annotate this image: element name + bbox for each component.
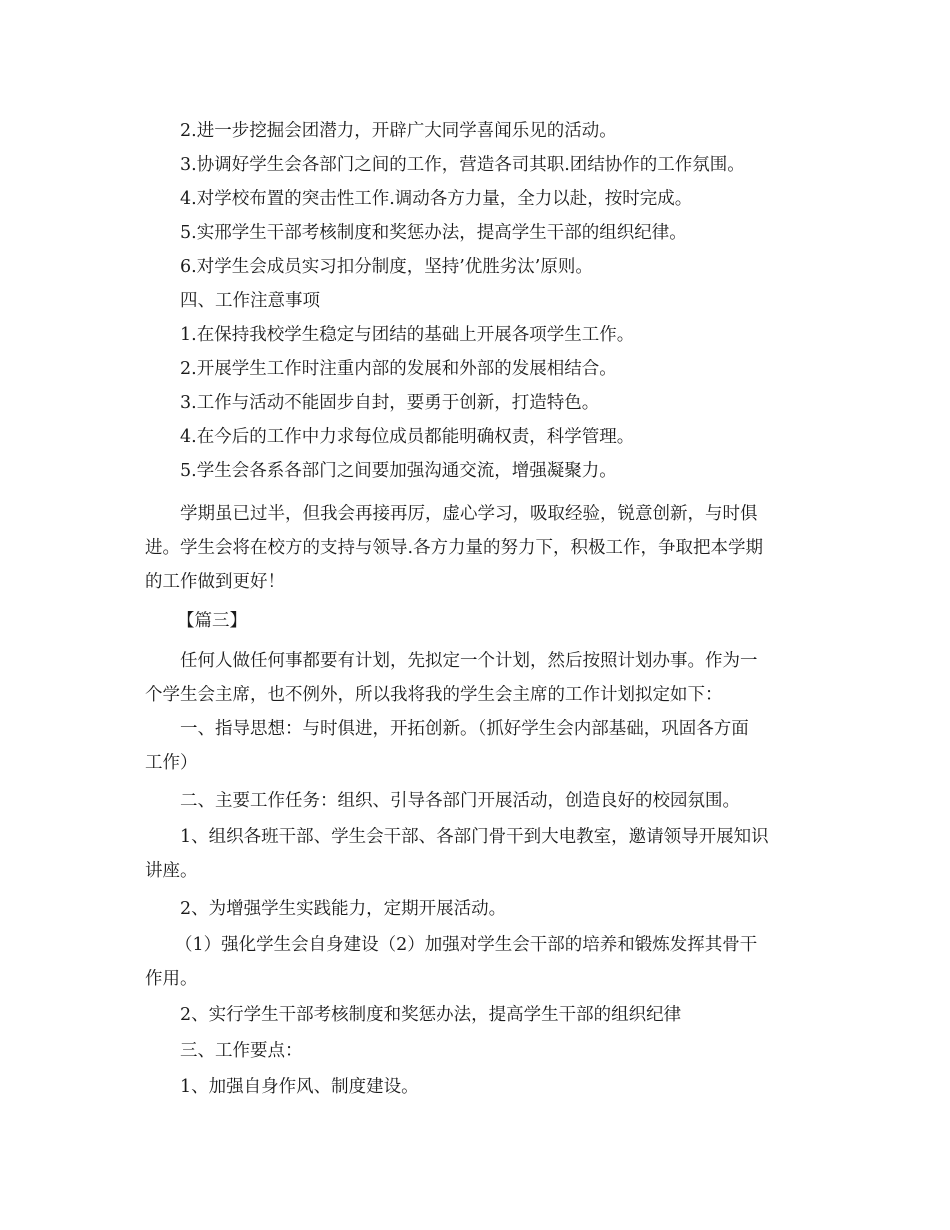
text-line: 2.进一步挖掘会团潜力，开辟广大同学喜闻乐见的活动。 [180, 121, 617, 141]
text-line: 6.对学生会成员实习扣分制度，坚持’优胜劣汰’原则。 [180, 257, 593, 277]
text-line: 个学生会主席，也不例外，所以我将我的学生会主席的工作计划拟定如下： [145, 685, 723, 705]
paragraph [145, 386, 815, 420]
text-line: 的工作做到更好！ [145, 572, 285, 592]
text-line: 【篇三】 [177, 611, 247, 631]
text-line: 2、实行学生干部考核制度和奖惩办法，提高学生干部的组织纪律 [180, 1005, 682, 1025]
text-line: 1.在保持我校学生稳定与团结的基础上开展各项学生工作。 [180, 325, 635, 345]
text-line: 4.对学校布置的突击性工作.调动各方力量，全力以赴，按时完成。 [180, 189, 693, 209]
paragraph [145, 712, 815, 780]
paragraph [145, 420, 815, 454]
text-line: 2.开展学生工作时注重内部的发展和外部的发展相结合。 [180, 359, 617, 379]
paragraph [145, 928, 815, 996]
text-line: 工作） [145, 753, 198, 773]
paragraph [145, 998, 815, 1032]
paragraph [145, 318, 815, 352]
text-line: 作用。 [145, 969, 198, 989]
paragraph [145, 216, 815, 250]
section-heading [145, 284, 815, 318]
text-line: 进。学生会将在校方的支持与领导.各方力量的努力下，积极工作，争取把本学期 [145, 538, 764, 558]
paragraph [145, 182, 815, 216]
paragraph [145, 784, 815, 818]
text-line: 二、主要工作任务：组织、引导各部门开展活动，创造良好的校园氛围。 [180, 791, 740, 811]
text-line: 3.工作与活动不能固步自封，要勇于创新，打造特色。 [180, 393, 600, 413]
text-line: 四、工作注意事项 [180, 291, 320, 311]
text-line: 4.在今后的工作中力求每位成员都能明确权责，科学管理。 [180, 427, 635, 447]
section-heading [145, 604, 815, 638]
paragraph [145, 644, 815, 712]
paragraph [145, 820, 815, 888]
text-line: 5.学生会各系各部门之间要加强沟通交流，增强凝聚力。 [180, 461, 617, 481]
paragraph [145, 352, 815, 386]
text-line: 三、工作要点： [180, 1041, 303, 1061]
paragraph [145, 892, 815, 926]
text-line: 学期虽已过半，但我会再接再厉，虚心学习，吸取经验，锐意创新，与时俱 [180, 504, 758, 524]
paragraph [145, 148, 815, 182]
text-line: 一、指导思想：与时俱进，开拓创新。（抓好学生会内部基础，巩固各方面 [180, 719, 749, 739]
text-line: 讲座。 [145, 861, 198, 881]
text-line: 5.实邢学生干部考核制度和奖惩办法，提高学生干部的组织纪律。 [180, 223, 687, 243]
text-line: 2、为增强学生实践能力，定期开展活动。 [180, 899, 507, 919]
paragraph [145, 454, 815, 488]
paragraph [145, 497, 815, 599]
text-line: 任何人做任何事都要有计划，先拟定一个计划，然后按照计划办事。作为一 [180, 651, 758, 671]
paragraph [145, 250, 815, 284]
text-line: 3.协调好学生会各部门之间的工作，营造各司其职.团结协作的工作氛围。 [180, 155, 745, 175]
text-line: （1）强化学生会自身建设（2）加强对学生会干部的培养和锻炼发挥其骨干 [175, 935, 758, 955]
paragraph [145, 114, 815, 148]
section-heading [145, 1034, 815, 1068]
text-line: 1、加强自身作风、制度建设。 [180, 1077, 419, 1097]
paragraph [145, 1070, 815, 1104]
text-line: 1、组织各班干部、学生会干部、各部门骨干到大电教室，邀请领导开展知识 [180, 827, 769, 847]
